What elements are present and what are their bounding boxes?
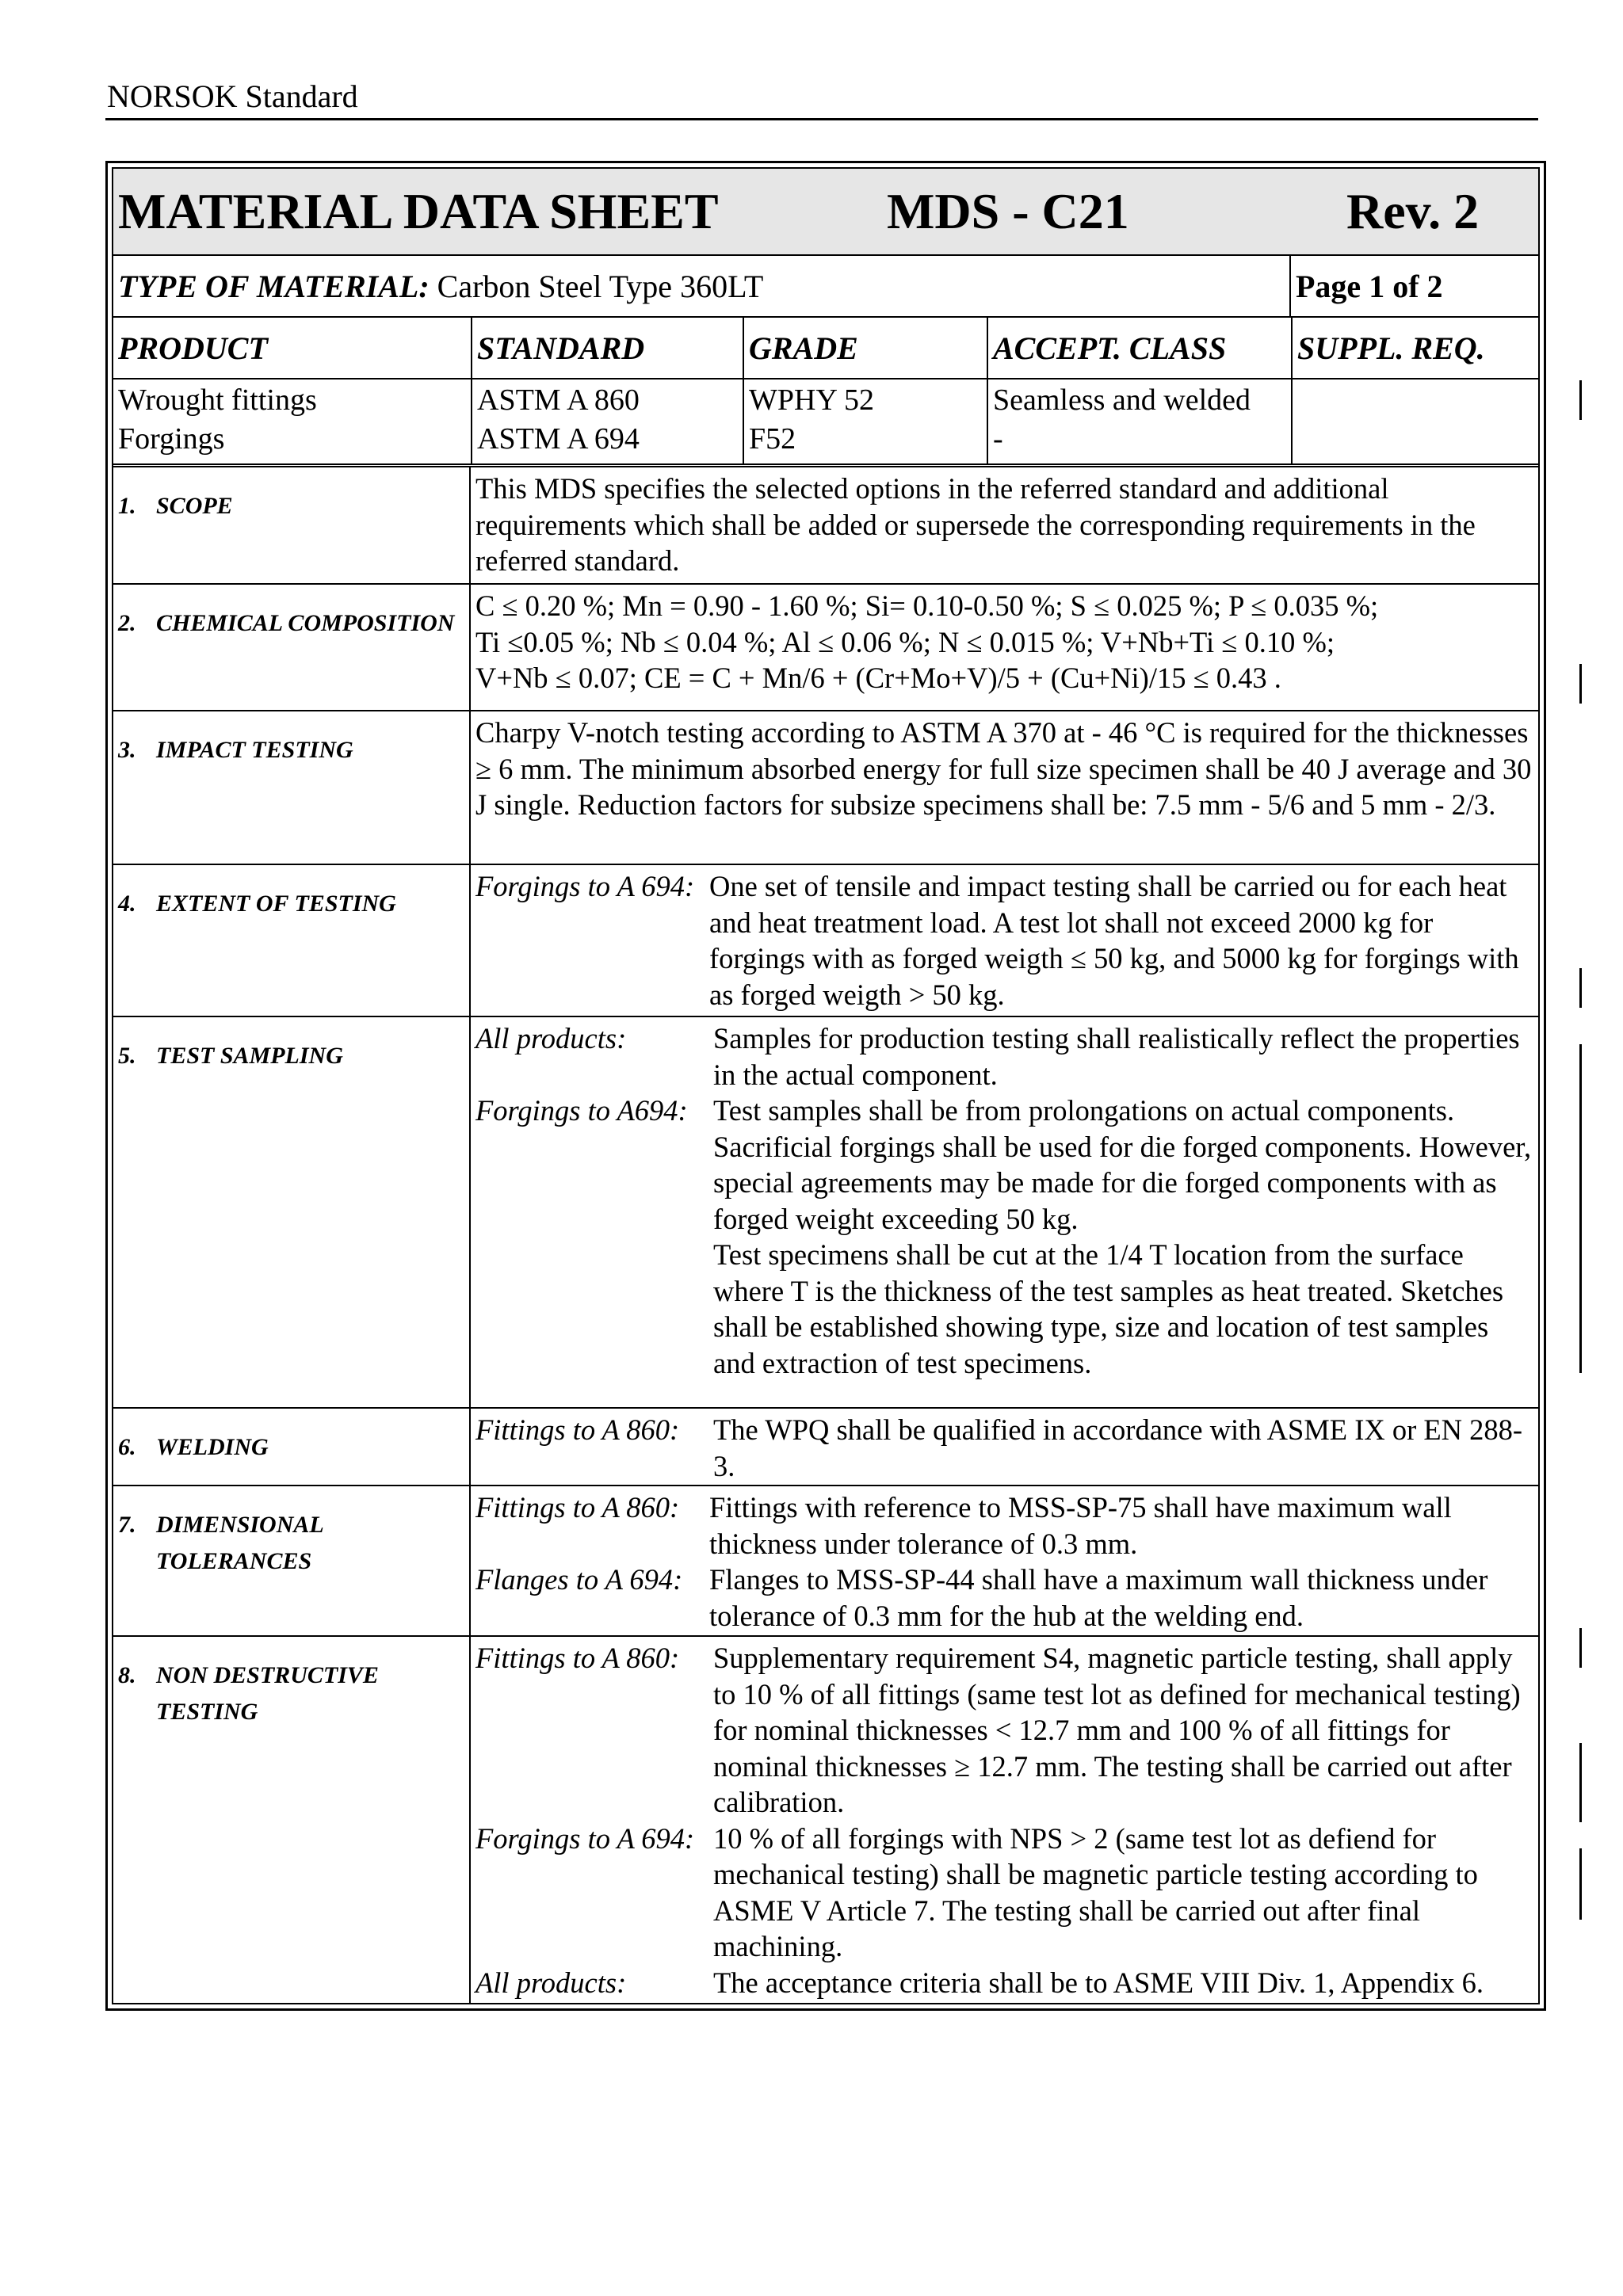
section-title: DIMENSIONAL TOLERANCES xyxy=(156,1512,323,1574)
paragraph-text: The acceptance criteria shall be to ASME VIII Div. 1, Appendix 6. xyxy=(713,1966,1484,1999)
grade-cell: F52 xyxy=(749,422,796,456)
section-number: 7. xyxy=(118,1512,136,1538)
section-number: 1. xyxy=(118,493,136,519)
header-standard: STANDARD xyxy=(471,318,743,378)
requirement-paragraph xyxy=(475,715,1535,823)
section-body xyxy=(471,585,1538,710)
section-row xyxy=(113,1407,1538,1485)
paragraph-scope-label: Fittings to A 860: xyxy=(475,1642,680,1674)
revision-margin-bar xyxy=(1579,1848,1582,1920)
requirements-sections xyxy=(113,467,1538,2003)
section-title: WELDING xyxy=(156,1434,269,1460)
section-number: 5. xyxy=(118,1043,136,1069)
requirement-paragraph xyxy=(475,1093,1535,1381)
paragraph-scope-label: All products: xyxy=(475,1966,627,1999)
paragraph-text: Test samples shall be from prolongations on actual components. Sacrificial forgings shall be used for die forged components. However, special agreements may be made for die forged components with as forged weight exceeding 50 kg. xyxy=(713,1094,1532,1235)
section-label xyxy=(113,1409,471,1485)
requirement-paragraph xyxy=(475,1412,1535,1484)
paragraph-text: Charpy V-notch testing according to ASTM A 370 at - 46 °C is required for the thicknesses ≥ 6 mm. The minimum absorbed energy for full size specimen shall be 40 J average and 30 J single. Reduction factors for subsize specimens shall be: 7.5 mm - 5/6 and 5 mm - 2/3. xyxy=(475,716,1532,821)
requirement-paragraph xyxy=(475,868,1535,1013)
section-title: CHEMICAL COMPOSITION xyxy=(156,610,455,636)
header-grade: GRADE xyxy=(743,318,987,378)
paragraph-scope-label: Forgings to A 694: xyxy=(475,1821,695,1855)
paragraph-scope-label: Fittings to A 860: xyxy=(475,1413,680,1446)
paragraph-text: This MDS specifies the selected options in the referred standard and additional requirements which shall be added or supersede the corresponding requirements in the referred standard. xyxy=(475,472,1476,577)
cell-products xyxy=(113,379,471,463)
product-cell: Wrought fittings xyxy=(118,383,317,417)
revision-margin-bar xyxy=(1579,380,1582,420)
cell-standards xyxy=(471,379,743,463)
section-label xyxy=(113,467,471,583)
accept-class-cell: Seamless and welded xyxy=(993,383,1251,417)
section-label xyxy=(113,585,471,710)
standard-cell: ASTM A 694 xyxy=(477,422,640,456)
section-row xyxy=(113,1485,1538,1635)
cell-grades xyxy=(743,379,987,463)
cell-suppl-req xyxy=(1291,379,1538,463)
section-body xyxy=(471,467,1538,583)
standard-cell: ASTM A 860 xyxy=(477,383,640,417)
sheet-title-row xyxy=(113,169,1538,254)
paragraph-scope-label: Fittings to A 860: xyxy=(475,1491,680,1524)
section-title: TEST SAMPLING xyxy=(156,1043,343,1069)
requirement-paragraph xyxy=(475,1640,1535,1821)
paragraph-text: Samples for production testing shall realistically reflect the properties in the actual component. xyxy=(713,1022,1520,1091)
section-body xyxy=(471,865,1538,1016)
section-row xyxy=(113,467,1538,583)
paragraph-text: Test specimens shall be cut at the 1/4 T location from the surface where T is the thickness of the test samples as heat treated. Sketches shall be established showing type, size and location of test samples and extraction of test specimens. xyxy=(713,1238,1504,1379)
section-body xyxy=(471,1409,1538,1485)
accept-class-cell: - xyxy=(993,422,1003,456)
section-number: 4. xyxy=(118,891,136,917)
header-suppl-req: SUPPL. REQ. xyxy=(1291,318,1538,378)
section-title: NON DESTRUCTIVE TESTING xyxy=(156,1662,379,1725)
material-type-label: TYPE OF MATERIAL: xyxy=(118,268,430,304)
paragraph-scope-label: Forgings to A694: xyxy=(475,1094,688,1127)
page-indicator: Page 1 of 2 xyxy=(1296,268,1443,304)
section-body xyxy=(471,1486,1538,1635)
material-type-value: Carbon Steel Type 360LT xyxy=(437,268,764,304)
requirement-paragraph xyxy=(475,1821,1535,1965)
section-row xyxy=(113,1635,1538,2003)
requirement-paragraph xyxy=(475,1489,1535,1562)
section-row xyxy=(113,1016,1538,1407)
section-number: 8. xyxy=(118,1662,136,1688)
paragraph-text: V+Nb ≤ 0.07; CE = C + Mn/6 + (Cr+Mo+V)/5 + (Cu+Ni)/15 ≤ 0.43 . xyxy=(475,662,1281,694)
paragraph-text: Flanges to MSS-SP-44 shall have a maximum wall thickness under tolerance of 0.3 mm for the hub at the welding end. xyxy=(709,1563,1488,1632)
header-rule xyxy=(105,118,1538,120)
requirement-paragraph xyxy=(475,1020,1535,1093)
product-table-header xyxy=(113,316,1538,378)
revision-margin-bar xyxy=(1579,1044,1582,1373)
section-number: 3. xyxy=(118,737,136,763)
material-data-sheet xyxy=(105,161,1546,2011)
section-row xyxy=(113,583,1538,710)
product-cell: Forgings xyxy=(118,422,225,456)
section-label xyxy=(113,1486,471,1635)
paragraph-scope-label: Flanges to A 694: xyxy=(475,1563,683,1596)
revision-margin-bar xyxy=(1579,1628,1582,1668)
section-title: EXTENT OF TESTING xyxy=(156,891,396,917)
header-product: PRODUCT xyxy=(118,330,268,366)
paragraph-text: 10 % of all forgings with NPS > 2 (same test lot as defiend for mechanical testing) shall be magnetic particle testing according to ASME V Article 7. The testing shall be carried out after final machining. xyxy=(713,1821,1478,1962)
cell-accept-classes xyxy=(987,379,1291,463)
sheet-revision: Rev. 2 xyxy=(1346,183,1480,239)
section-label xyxy=(113,1017,471,1407)
section-label xyxy=(113,711,471,864)
product-table-body xyxy=(113,378,1538,463)
section-number: 6. xyxy=(118,1434,136,1460)
document-header-title: NORSOK Standard xyxy=(107,78,358,114)
section-row xyxy=(113,864,1538,1016)
paragraph-text: One set of tensile and impact testing shall be carried ou for each heat and heat treatment load. A test lot shall not exceed 2000 kg for forgings with as forged weigth ≤ 50 kg, and 5000 kg for forgings with as forged weigth > 50 kg. xyxy=(709,870,1519,1011)
sheet-title: MATERIAL DATA SHEET xyxy=(118,183,719,239)
section-title: IMPACT TESTING xyxy=(156,737,353,763)
paragraph-text: Fittings with reference to MSS-SP-75 shall have maximum wall thickness under tolerance of 0.3 mm. xyxy=(709,1491,1452,1560)
section-body xyxy=(471,1637,1538,2003)
grade-cell: WPHY 52 xyxy=(749,383,874,417)
paragraph-text: The WPQ shall be qualified in accordance with ASME IX or EN 288-3. xyxy=(713,1413,1523,1482)
section-body xyxy=(471,711,1538,864)
section-label xyxy=(113,865,471,1016)
paragraph-scope-label: All products: xyxy=(475,1022,627,1055)
revision-margin-bar xyxy=(1579,968,1582,1008)
section-number: 2. xyxy=(118,610,136,636)
paragraph-scope-label: Forgings to A 694: xyxy=(475,870,695,902)
requirement-paragraph xyxy=(475,588,1535,696)
section-row xyxy=(113,710,1538,864)
requirement-paragraph xyxy=(475,471,1535,579)
section-label xyxy=(113,1637,471,2003)
paragraph-text: C ≤ 0.20 %; Mn = 0.90 - 1.60 %; Si= 0.10-0.50 %; S ≤ 0.025 %; P ≤ 0.035 %; xyxy=(475,589,1379,622)
section-title: SCOPE xyxy=(156,493,233,519)
section-body xyxy=(471,1017,1538,1407)
paragraph-text: Ti ≤0.05 %; Nb ≤ 0.04 %; Al ≤ 0.06 %; N ≤ 0.015 %; V+Nb+Ti ≤ 0.10 %; xyxy=(475,625,1335,658)
requirement-paragraph xyxy=(475,1562,1535,1634)
header-accept-class: ACCEPT. CLASS xyxy=(987,318,1291,378)
sheet-code: MDS - C21 xyxy=(887,183,1129,239)
material-type-row xyxy=(113,254,1538,316)
paragraph-text: Supplementary requirement S4, magnetic particle testing, shall apply to 10 % of all fittings (same test lot as defined for mechanical testing) for nominal thicknesses < 12.7 mm and 100 % of all fittings for nominal thicknesses ≥ 12.7 mm. The testing shall be carried out after calibration. xyxy=(713,1642,1521,1818)
revision-margin-bar xyxy=(1579,1743,1582,1822)
requirement-paragraph xyxy=(475,1965,1535,2001)
revision-margin-bar xyxy=(1579,664,1582,704)
